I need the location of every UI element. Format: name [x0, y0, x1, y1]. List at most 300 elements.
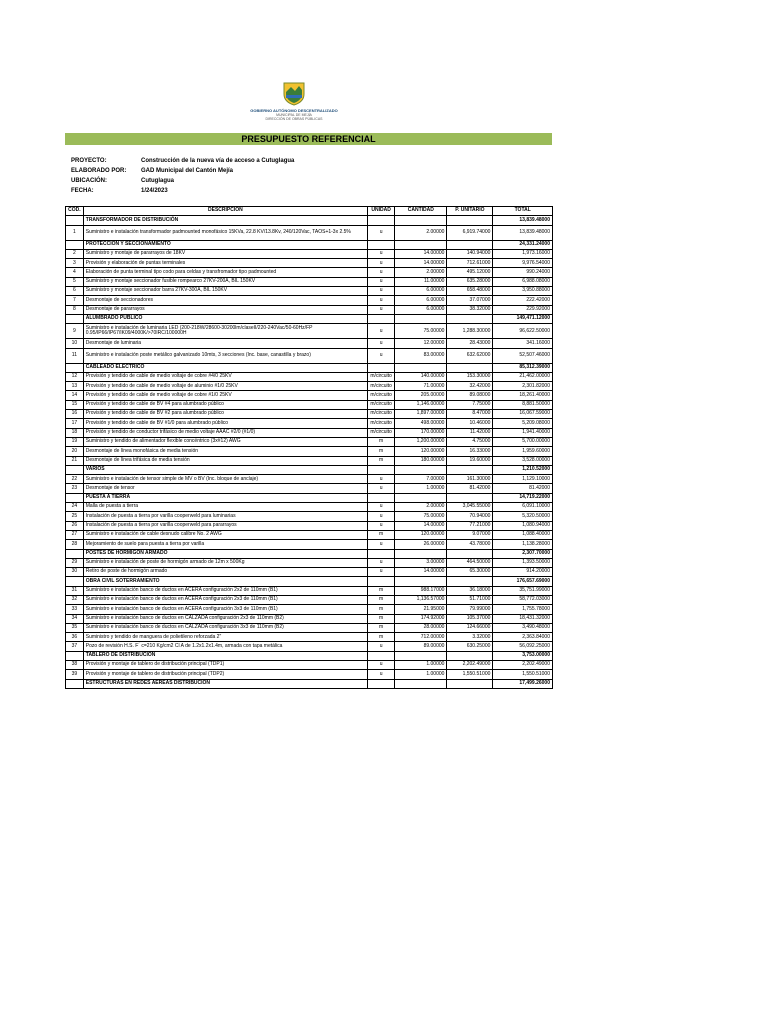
cell-code: 7 [66, 296, 84, 305]
cell-total: 52,507.46000 [493, 348, 553, 363]
cell-total: 81.42000 [493, 484, 553, 493]
cell-description: Desmontaje de luminaria [83, 339, 367, 348]
table-row [66, 296, 553, 305]
cell-unit: u [368, 225, 395, 240]
cell-total: 914.20000 [493, 568, 553, 577]
cell-total: 3,490.48000 [493, 623, 553, 632]
cell-description: Provisión y elaboración de puntas terminales [83, 259, 367, 268]
cell-quantity: 6.00000 [395, 287, 447, 296]
cell-total: 18,261.40000 [493, 391, 553, 400]
cell-quantity: 120.00000 [395, 447, 447, 456]
info-label: UBICACIÓN: [71, 178, 107, 184]
budget-table [65, 206, 553, 689]
table-row [66, 540, 553, 549]
cell-quantity: 14.00000 [395, 568, 447, 577]
cell-total: 222.42000 [493, 296, 553, 305]
cell-total: 2,363.84000 [493, 633, 553, 642]
cell-unit-price: 1,550.51000 [447, 670, 493, 679]
cell-unit: u [368, 277, 395, 286]
cell-total: 1,080.94000 [493, 521, 553, 530]
cell-code: 35 [66, 623, 84, 632]
cell-code: 19 [66, 437, 84, 446]
cell-quantity: 180.00000 [395, 456, 447, 465]
cell-quantity: 71.00000 [395, 382, 447, 391]
cell-description: Suministro y tendido de alimentador flexible concéntrico (3x#12) AWG [83, 437, 367, 446]
table-row [66, 348, 553, 363]
coat-of-arms-icon [281, 80, 307, 106]
table-row [66, 614, 553, 623]
table-header-row [66, 207, 553, 216]
cell-quantity: 83.00000 [395, 348, 447, 363]
section-row [66, 549, 553, 558]
section-title: PUESTA A TIERRA [83, 493, 367, 502]
cell-unit-price: 36.18000 [447, 586, 493, 595]
table-row [66, 595, 553, 604]
info-value: GAD Municipal del Cantón Mejía [141, 168, 234, 174]
cell-description: Provisión y tendido de cable de BV #1/0 para alumbrado público [83, 419, 367, 428]
cell-total: 9,976.54000 [493, 259, 553, 268]
cell-total: 1,088.40000 [493, 530, 553, 539]
table-row [66, 456, 553, 465]
table-row [66, 324, 553, 339]
table-row [66, 521, 553, 530]
cell-unit-price: 4.75000 [447, 437, 493, 446]
cell-unit-price: 16.33000 [447, 447, 493, 456]
cell-unit: u [368, 475, 395, 484]
table-row [66, 475, 553, 484]
cell-quantity: 1,897.00000 [395, 410, 447, 419]
header-total: TOTAL [493, 207, 553, 216]
table-row [66, 437, 553, 446]
section-row [66, 465, 553, 474]
cell-description: Provisión y tendido de cable de BV #2 para alumbrado público [83, 410, 367, 419]
cell-unit-price [447, 363, 493, 372]
cell-unit-price [447, 465, 493, 474]
cell-quantity: 2.00000 [395, 225, 447, 240]
cell-unit-price: 65.30000 [447, 568, 493, 577]
cell-total: 6,988.08000 [493, 277, 553, 286]
cell-unit: u [368, 259, 395, 268]
cell-quantity: 21.95000 [395, 605, 447, 614]
cell-unit: m/circuito [368, 382, 395, 391]
cell-code: 38 [66, 661, 84, 670]
section-title: TRANSFORMADOR DE DISTRIBUCIÓN [83, 216, 367, 225]
table-row [66, 428, 553, 437]
cell-description: Suministro e instalación transformador padmounted monofásico 15KVa, 22.8 KV/13.8Kv, 240/120Vac, TAOS+1-3x 2.5% [83, 225, 367, 240]
section-total: 176,657.69000 [493, 577, 553, 586]
section-row [66, 577, 553, 586]
cell-quantity: 26.00000 [395, 540, 447, 549]
cell-description: Suministro y montaje seccionador barra 27KV-300A, BIL 150KV [83, 287, 367, 296]
cell-unit-price [447, 549, 493, 558]
cell-unit-price [447, 679, 493, 688]
cell-unit-price: 2,202.49000 [447, 661, 493, 670]
table-body [66, 216, 553, 689]
section-title: VARIOS [83, 465, 367, 474]
cell-unit: m [368, 447, 395, 456]
cell-code: 36 [66, 633, 84, 642]
cell-quantity: 1,200.00000 [395, 437, 447, 446]
cell-unit-price [447, 240, 493, 249]
section-total: 1,210.52000 [493, 465, 553, 474]
cell-quantity: 1.00000 [395, 484, 447, 493]
cell-unit-price: 6,919.74000 [447, 225, 493, 240]
cell-description: Provisión y montaje de tablero de distribución principal (TDP2) [83, 670, 367, 679]
cell-description: Suministro e instalación poste metálico galvanizado 10mts, 3 secciones (Inc. base, canastilla y brazo) [83, 348, 367, 363]
cell-description: Retiro de poste de hormigón armado [83, 568, 367, 577]
cell-code: 16 [66, 410, 84, 419]
cell-description: Suministro e instalación banco de ductos en CALZADA configuración 2x3 de 110mm (B2) [83, 614, 367, 623]
cell-quantity: 75.00000 [395, 324, 447, 339]
cell-unit-price: 161.30000 [447, 475, 493, 484]
section-total: 14,719.22000 [493, 493, 553, 502]
cell-unit-price: 712.61000 [447, 259, 493, 268]
section-row [66, 651, 553, 660]
cell-description: Desmontaje de seccionadores [83, 296, 367, 305]
cell-description: Suministro e instalación banco de ductos en ACERA configuración 3x3 de 110mm (B1) [83, 605, 367, 614]
cell-unit-price: 635.28000 [447, 277, 493, 286]
cell-unit [368, 216, 395, 225]
cell-code: 15 [66, 400, 84, 409]
cell-unit-price [447, 577, 493, 586]
cell-code: 5 [66, 277, 84, 286]
cell-unit: u [368, 484, 395, 493]
cell-quantity: 14.00000 [395, 249, 447, 258]
cell-code: 34 [66, 614, 84, 623]
cell-unit-price: 153.30000 [447, 372, 493, 381]
cell-code: 8 [66, 305, 84, 314]
section-row [66, 363, 553, 372]
cell-total: 990.24000 [493, 268, 553, 277]
cell-unit-price [447, 314, 493, 323]
cell-total: 229.92000 [493, 305, 553, 314]
info-value: 1/24/2023 [141, 188, 168, 194]
cell-total: 13,839.48000 [493, 225, 553, 240]
cell-code: 27 [66, 530, 84, 539]
table-row [66, 568, 553, 577]
cell-unit: m/circuito [368, 400, 395, 409]
cell-total: 8,881.50000 [493, 400, 553, 409]
cell-description: Mejoramiento de suelo para puesta a tierra por varilla [83, 540, 367, 549]
cell-code: 1 [66, 225, 84, 240]
section-title: ESTRUCTURAS EN REDES AÉREAS DISTRIBUCIÓN [83, 679, 367, 688]
cell-code: 39 [66, 670, 84, 679]
table-row [66, 642, 553, 651]
info-label: FECHA: [71, 188, 94, 194]
section-row [66, 493, 553, 502]
cell-unit: u [368, 503, 395, 512]
cell-unit: u [368, 287, 395, 296]
cell-quantity [395, 493, 447, 502]
cell-unit [368, 240, 395, 249]
cell-total: 341.16000 [493, 339, 553, 348]
cell-unit: u [368, 670, 395, 679]
cell-quantity: 89.00000 [395, 642, 447, 651]
cell-quantity [395, 577, 447, 586]
cell-quantity: 205.00000 [395, 391, 447, 400]
table-row [66, 287, 553, 296]
section-row [66, 679, 553, 688]
cell-description: Suministro e instalación banco de ductos en ACERA configuración 2x3 de 110mm (B1) [83, 595, 367, 604]
cell-total: 2,202.49000 [493, 661, 553, 670]
section-total: 24,331.24000 [493, 240, 553, 249]
cell-code [66, 314, 84, 323]
cell-total: 1,973.16000 [493, 249, 553, 258]
cell-unit: m/circuito [368, 391, 395, 400]
cell-description: Elaboración de punta terminal tipo codo para celdas y transfromador tipo padmounted [83, 268, 367, 277]
cell-description: Instalación de puesta a tierra por varilla cooperweld para luminarias [83, 512, 367, 521]
cell-unit: u [368, 249, 395, 258]
cell-unit [368, 577, 395, 586]
table-row [66, 530, 553, 539]
section-title: PROTECCIÓN Y SECCIONAMIENTO [83, 240, 367, 249]
cell-description: Desmontaje de línea monofásica de media tensión [83, 447, 367, 456]
cell-unit: u [368, 642, 395, 651]
cell-total: 18,431.32000 [493, 614, 553, 623]
section-row [66, 216, 553, 225]
cell-description: Suministro e instalación banco de ductos en CALZADA configuración 3x3 de 110mm (B2) [83, 623, 367, 632]
table-row [66, 512, 553, 521]
table-row [66, 305, 553, 314]
cell-unit-price: 495.12000 [447, 268, 493, 277]
cell-code: 32 [66, 595, 84, 604]
cell-total: 5,320.50000 [493, 512, 553, 521]
cell-unit-price [447, 216, 493, 225]
cell-code: 30 [66, 568, 84, 577]
cell-code: 23 [66, 484, 84, 493]
cell-description: Desmontaje de línea trifásica de media tensión [83, 456, 367, 465]
logo-line-3: DIRECCIÓN DE OBRAS PÚBLICAS [265, 117, 323, 121]
info-row-location [71, 176, 294, 186]
cell-description: Malla de puesta a tierra [83, 503, 367, 512]
cell-code: 31 [66, 586, 84, 595]
cell-total: 1,755.78000 [493, 605, 553, 614]
cell-quantity: 14.00000 [395, 259, 447, 268]
cell-code [66, 493, 84, 502]
cell-total: 1,941.40000 [493, 428, 553, 437]
info-value: Construcción de la nueva vía de acceso a Cutuglagua [141, 158, 295, 164]
cell-unit: m [368, 614, 395, 623]
cell-description: Pozo de revisión H.S. F´ c=210 Kg/cm2 Cl A de 1.2x1.2x1.4m, armada con tapa metálica [83, 642, 367, 651]
cell-description: Suministro e instalación de tensor simple de MV o BV (Inc. bloque de anclaje) [83, 475, 367, 484]
table-row [66, 623, 553, 632]
cell-unit: m [368, 456, 395, 465]
cell-unit-price [447, 493, 493, 502]
header-description: DESCRIPCIÓN [83, 207, 367, 216]
cell-quantity: 1,136.57000 [395, 595, 447, 604]
cell-code [66, 465, 84, 474]
table-row [66, 633, 553, 642]
cell-quantity: 75.00000 [395, 512, 447, 521]
section-title: TABLERO DE DISTRIBUCIÓN [83, 651, 367, 660]
cell-code: 12 [66, 372, 84, 381]
cell-unit-price: 11.42000 [447, 428, 493, 437]
cell-unit: m [368, 437, 395, 446]
section-title: OBRA CIVIL SOTERRAMIENTO [83, 577, 367, 586]
cell-total: 3,950.88000 [493, 287, 553, 296]
cell-quantity: 1,146.00000 [395, 400, 447, 409]
section-title: CABLEADO ELÉCTRICO [83, 363, 367, 372]
table-row [66, 558, 553, 567]
cell-total: 56,092.25000 [493, 642, 553, 651]
cell-quantity: 988.17000 [395, 586, 447, 595]
cell-code [66, 651, 84, 660]
cell-unit [368, 549, 395, 558]
cell-unit-price [447, 651, 493, 660]
cell-unit [368, 465, 395, 474]
municipal-logo [244, 80, 344, 132]
cell-code [66, 577, 84, 586]
cell-code [66, 679, 84, 688]
cell-quantity [395, 314, 447, 323]
cell-description: Suministro e instalación de luminaria LED (200-218W/28600-30200lm/claseII/220-240Vac/50-60Hz/FP 0.95/IP66/IP67/IK09/4000K/>70IRC/100000H [83, 324, 367, 339]
cell-unit [368, 314, 395, 323]
cell-unit: u [368, 324, 395, 339]
cell-quantity [395, 240, 447, 249]
cell-quantity: 140.00000 [395, 372, 447, 381]
cell-code: 6 [66, 287, 84, 296]
header-unit-price: P. UNITARIO [447, 207, 493, 216]
cell-unit: m/circuito [368, 410, 395, 419]
cell-unit: m/circuito [368, 428, 395, 437]
cell-unit: m/circuito [368, 419, 395, 428]
cell-total: 5,209.08000 [493, 419, 553, 428]
cell-quantity [395, 363, 447, 372]
cell-code: 20 [66, 447, 84, 456]
cell-total: 1,129.10000 [493, 475, 553, 484]
cell-description: Suministro e instalación banco de ductos en ACERA configuración 2x2 de 110mm (B1) [83, 586, 367, 595]
cell-unit [368, 651, 395, 660]
cell-description: Desmontaje de tensor [83, 484, 367, 493]
cell-unit-price: 658.48000 [447, 287, 493, 296]
cell-quantity: 1.00000 [395, 670, 447, 679]
info-label: ELABORADO POR: [71, 168, 127, 174]
table-row [66, 503, 553, 512]
cell-code [66, 549, 84, 558]
table-row [66, 400, 553, 409]
cell-total: 16,067.59000 [493, 410, 553, 419]
cell-code: 17 [66, 419, 84, 428]
cell-unit: m [368, 633, 395, 642]
cell-unit: u [368, 568, 395, 577]
cell-description: Suministro y montaje de pararrayos de 18KV [83, 249, 367, 258]
section-total: 85,312.39000 [493, 363, 553, 372]
table-row [66, 268, 553, 277]
cell-unit-price: 124.66000 [447, 623, 493, 632]
section-total: 3,753.00000 [493, 651, 553, 660]
cell-description: Suministro y montaje seccionador fusible rompearco 27KV-200A, BIL 150KV [83, 277, 367, 286]
info-row-author [71, 166, 294, 176]
cell-unit-price: 37.07000 [447, 296, 493, 305]
cell-unit: u [368, 512, 395, 521]
header-unit: UNIDAD [368, 207, 395, 216]
cell-unit-price: 51.71000 [447, 595, 493, 604]
table-row [66, 447, 553, 456]
cell-quantity: 11.00000 [395, 277, 447, 286]
cell-total: 96,622.50000 [493, 324, 553, 339]
section-total: 13,839.48000 [493, 216, 553, 225]
cell-unit-price: 19.60000 [447, 456, 493, 465]
header-quantity: CANTIDAD [395, 207, 447, 216]
cell-unit-price: 630.25000 [447, 642, 493, 651]
cell-quantity: 498.00000 [395, 419, 447, 428]
cell-description: Provisión y tendido de cable de BV #4 para alumbrado público [83, 400, 367, 409]
cell-unit: u [368, 521, 395, 530]
project-info [71, 156, 294, 196]
section-row [66, 240, 553, 249]
cell-code: 18 [66, 428, 84, 437]
section-total: 149,471.12000 [493, 314, 553, 323]
cell-code: 4 [66, 268, 84, 277]
table-row [66, 484, 553, 493]
section-row [66, 314, 553, 323]
table-row [66, 391, 553, 400]
cell-unit: u [368, 339, 395, 348]
cell-unit-price: 1,288.30000 [447, 324, 493, 339]
cell-quantity [395, 549, 447, 558]
table-row [66, 339, 553, 348]
cell-unit [368, 679, 395, 688]
cell-unit: m [368, 595, 395, 604]
section-title: ALUMBRADO PÚBLICO [83, 314, 367, 323]
cell-code: 9 [66, 324, 84, 339]
cell-total: 21,462.00000 [493, 372, 553, 381]
cell-total: 58,772.03000 [493, 595, 553, 604]
cell-quantity: 1.00000 [395, 661, 447, 670]
cell-unit-price: 77.21000 [447, 521, 493, 530]
cell-unit-price: 70.94000 [447, 512, 493, 521]
cell-total: 6,091.10000 [493, 503, 553, 512]
cell-code: 24 [66, 503, 84, 512]
cell-code [66, 216, 84, 225]
cell-unit-price: 38.32000 [447, 305, 493, 314]
header-code: CÓD. [66, 207, 84, 216]
info-row-project [71, 156, 294, 166]
cell-unit [368, 493, 395, 502]
logo-line-2: MUNICIPAL DE MEJÍA [276, 113, 312, 117]
table-row [66, 277, 553, 286]
cell-unit: u [368, 348, 395, 363]
cell-quantity [395, 216, 447, 225]
cell-quantity [395, 465, 447, 474]
cell-code: 2 [66, 249, 84, 258]
cell-code: 11 [66, 348, 84, 363]
info-label: PROYECTO: [71, 158, 107, 164]
cell-unit: u [368, 661, 395, 670]
cell-unit-price: 8.47000 [447, 410, 493, 419]
cell-unit-price: 140.94000 [447, 249, 493, 258]
cell-code: 29 [66, 558, 84, 567]
cell-unit-price: 10.46000 [447, 419, 493, 428]
cell-unit-price: 28.43000 [447, 339, 493, 348]
cell-unit-price: 43.78000 [447, 540, 493, 549]
cell-unit-price: 79.99000 [447, 605, 493, 614]
cell-unit: m [368, 530, 395, 539]
page-title: PRESUPUESTO REFERENCIAL [65, 133, 552, 145]
table-row [66, 419, 553, 428]
cell-code: 22 [66, 475, 84, 484]
cell-quantity: 170.00000 [395, 428, 447, 437]
cell-quantity: 7.00000 [395, 475, 447, 484]
cell-description: Desmontaje de pararrayos [83, 305, 367, 314]
cell-code [66, 240, 84, 249]
cell-code: 10 [66, 339, 84, 348]
cell-total: 1,550.51000 [493, 670, 553, 679]
info-row-date [71, 186, 294, 196]
table-row [66, 670, 553, 679]
cell-description: Provisión y tendido de cable de medio voltaje de cobre #1/0 25KV [83, 391, 367, 400]
cell-unit: u [368, 268, 395, 277]
